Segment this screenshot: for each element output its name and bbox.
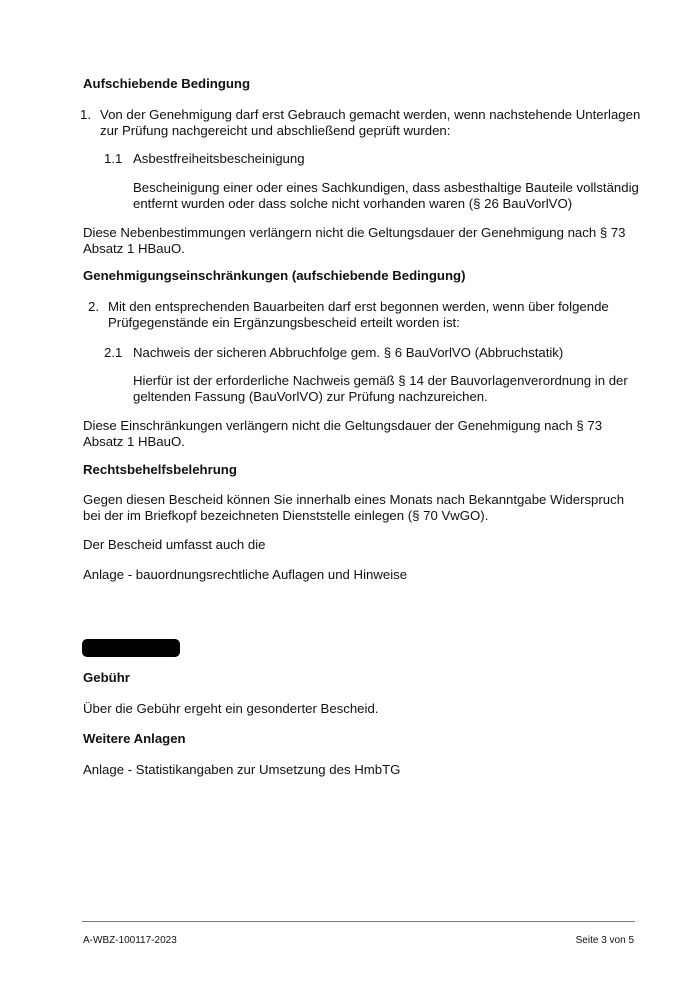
heading-genehmigungseinschraenkungen: Genehmigungseinschränkungen (aufschiebende Bedingung) [83,268,466,283]
item1-text-line1: Von der Genehmigung darf erst Gebrauch gemacht werden, wenn nachstehende Unterlagen [100,107,641,122]
anlage-statistikangaben: Anlage - Statistikangaben zur Umsetzung des HmbTG [83,762,401,777]
note1-line1: Diese Nebenbestimmungen verlängern nicht die Geltungsdauer der Genehmigung nach § 73 [83,225,626,240]
note1-line2: Absatz 1 HBauO. [83,241,185,256]
note2-line2: Absatz 1 HBauO. [83,434,185,449]
item1-text-line2: zur Prüfung nachgereicht und abschließend geprüft wurden: [100,123,451,138]
heading-weitere-anlagen: Weitere Anlagen [83,731,186,746]
list-number-2-1: 2.1 [104,345,123,360]
anlage-auflagen-hinweise: Anlage - bauordnungsrechtliche Auflagen und Hinweise [83,567,408,582]
bescheid-umfasst-text: Der Bescheid umfasst auch die [83,537,266,552]
item21-text-line1: Hierfür ist der erforderliche Nachweis gemäß § 14 der Bauvorlagenverordnung in der [133,373,628,388]
footer-reference: A-WBZ-100117-2023 [83,935,177,946]
item21-text-line2: geltenden Fassung (BauVorlVO) zur Prüfung nachzureichen. [133,389,488,404]
list-number-2: 2. [88,299,99,314]
list-number-1-1: 1.1 [104,151,123,166]
item2-text-line1: Mit den entsprechenden Bauarbeiten darf erst begonnen werden, wenn über folgende [108,299,609,314]
footer-divider [82,921,635,922]
item11-text-line1: Bescheinigung einer oder eines Sachkundigen, dass asbesthaltige Bauteile vollständig [133,180,639,195]
heading-gebuehr: Gebühr [83,670,130,685]
gebuehr-text: Über die Gebühr ergeht ein gesonderter Bescheid. [83,701,379,716]
heading-rechtsbehelfsbelehrung: Rechtsbehelfsbelehrung [83,462,237,477]
rechtsbehelf-line1: Gegen diesen Bescheid können Sie innerhalb eines Monats nach Bekanntgabe Widerspruch [83,492,625,507]
item11-title: Asbestfreiheitsbescheinigung [133,151,305,166]
list-number-1: 1. [80,107,91,122]
redaction-bar [82,639,180,657]
item21-title: Nachweis der sicheren Abbruchfolge gem. § 6 BauVorlVO (Abbruchstatik) [133,345,564,360]
rechtsbehelf-line2: bei der im Briefkopf bezeichneten Dienststelle einlegen (§ 70 VwGO). [83,508,489,523]
item2-text-line2: Prüfgegenstände ein Ergänzungsbescheid erteilt worden ist: [108,315,460,330]
footer-page-number: Seite 3 von 5 [575,935,634,946]
note2-line1: Diese Einschränkungen verlängern nicht die Geltungsdauer der Genehmigung nach § 73 [83,418,603,433]
item11-text-line2: entfernt wurden oder dass solche nicht vorhanden waren (§ 26 BauVorlVO) [133,196,573,211]
heading-aufschiebende-bedingung: Aufschiebende Bedingung [83,76,251,91]
